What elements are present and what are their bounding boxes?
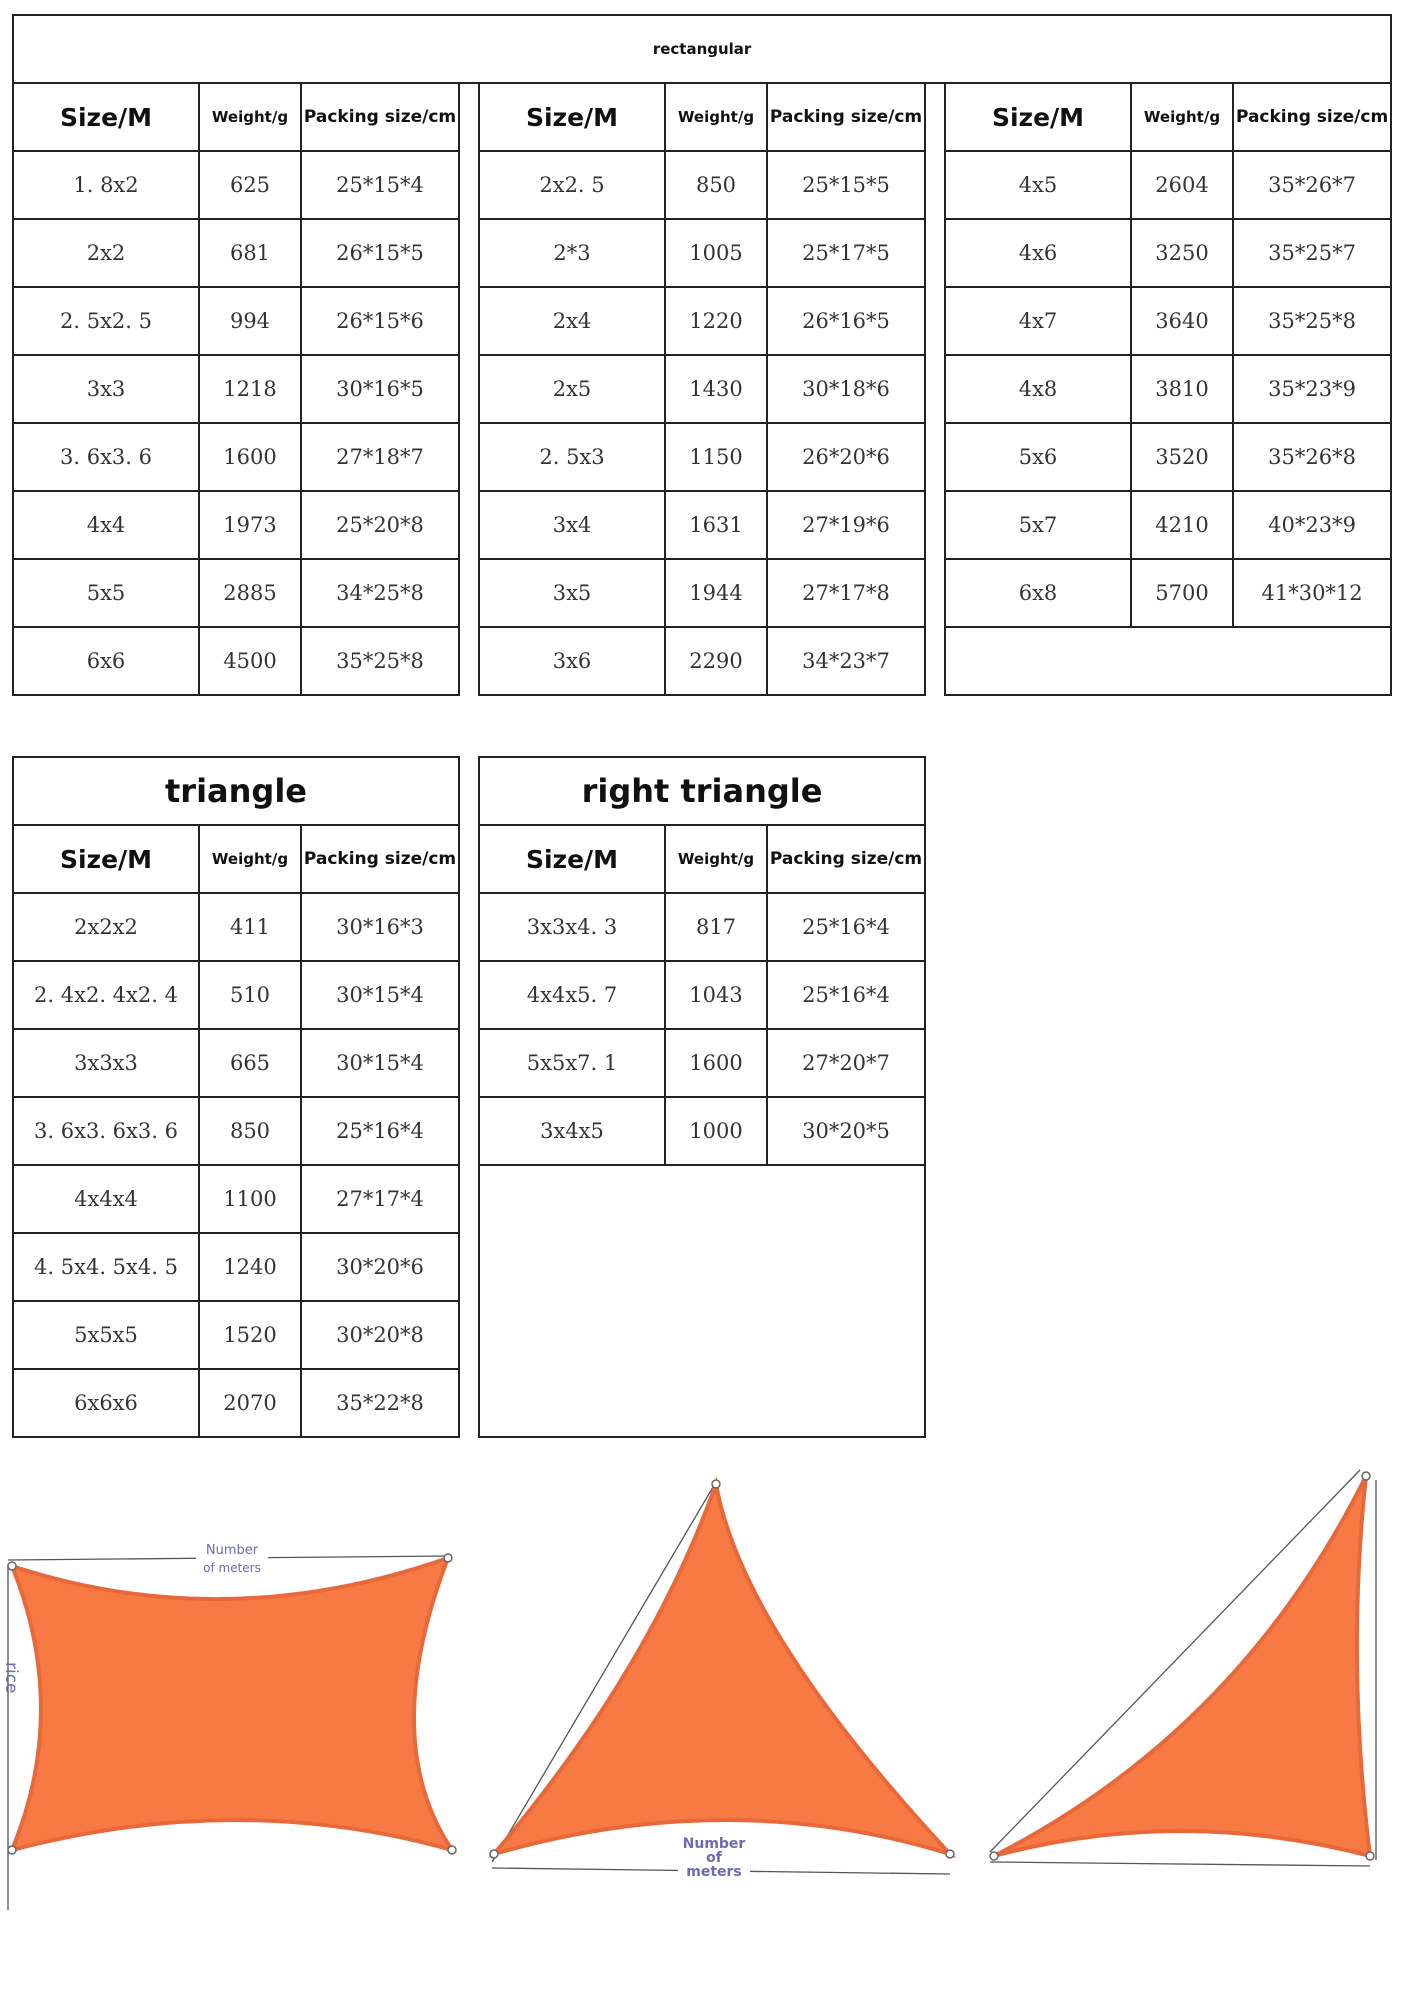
- triangle-cell-packing: 30*15*4: [301, 961, 459, 1029]
- column-gap: [459, 757, 479, 1437]
- column-header-size: Size/M: [13, 83, 199, 151]
- cell-packing: 27*17*8: [767, 559, 925, 627]
- cell-size: 5x7: [945, 491, 1131, 559]
- cell-packing: 35*23*9: [1233, 355, 1391, 423]
- cell-weight: 3520: [1131, 423, 1233, 491]
- cell-size: 2x2. 5: [479, 151, 665, 219]
- cell-weight: 1220: [665, 287, 767, 355]
- triangle-sail-image: [490, 1480, 954, 1890]
- cell-packing: 27*18*7: [301, 423, 459, 491]
- triangle-cell-weight: 411: [199, 893, 301, 961]
- table-row: [13, 287, 1391, 355]
- column-gap: [925, 83, 945, 695]
- triangle-cell-packing: 30*20*6: [301, 1233, 459, 1301]
- right-triangle-cell-packing: 25*16*4: [767, 961, 925, 1029]
- cell-packing: 30*16*5: [301, 355, 459, 423]
- tri-bottom-label-line2: of: [706, 1850, 722, 1866]
- rect-side-label: rice: [1, 1662, 21, 1694]
- table-title: rectangular: [13, 15, 1391, 83]
- cell-weight: 2290: [665, 627, 767, 695]
- cell-size: 3x6: [479, 627, 665, 695]
- triangle-cell-weight: 510: [199, 961, 301, 1029]
- cell-packing: 34*25*8: [301, 559, 459, 627]
- triangle-cell-packing: 30*16*3: [301, 893, 459, 961]
- cell-size: 4x6: [945, 219, 1131, 287]
- triangle-cell-packing: 27*17*4: [301, 1165, 459, 1233]
- cell-weight: 1944: [665, 559, 767, 627]
- cell-packing: 27*19*6: [767, 491, 925, 559]
- column-gap: [459, 83, 479, 695]
- triangle-cell-size: 5x5x5: [13, 1301, 199, 1369]
- table-row: [13, 219, 1391, 287]
- cell-packing: 35*25*8: [301, 627, 459, 695]
- triangle-cell-weight: 665: [199, 1029, 301, 1097]
- right-triangle-cell-weight: 1043: [665, 961, 767, 1029]
- cell-weight: 2604: [1131, 151, 1233, 219]
- triangle-cell-weight: 2070: [199, 1369, 301, 1437]
- rectangular-table: [12, 14, 1392, 696]
- triangle-cell-size: 3x3x3: [13, 1029, 199, 1097]
- cell-size: 2x5: [479, 355, 665, 423]
- table-row: [13, 423, 1391, 491]
- cell-size: 3x4: [479, 491, 665, 559]
- column-header-weight: Weight/g: [1131, 83, 1233, 151]
- cell-weight: 4210: [1131, 491, 1233, 559]
- cell-weight: 1430: [665, 355, 767, 423]
- right-triangle-cell-size: 5x5x7. 1: [479, 1029, 665, 1097]
- triangle-cell-packing: 30*15*4: [301, 1029, 459, 1097]
- cell-weight: 2885: [199, 559, 301, 627]
- cell-packing: 41*30*12: [1233, 559, 1391, 627]
- cell-size: 4x5: [945, 151, 1131, 219]
- cell-packing: 34*23*7: [767, 627, 925, 695]
- tri-bottom-label-line3: meters: [686, 1864, 742, 1880]
- column-header-packing: Packing size/cm: [767, 825, 925, 893]
- rectangular-sail-image: [1, 1540, 456, 1910]
- triangle-cell-packing: 25*16*4: [301, 1097, 459, 1165]
- right-triangle-cell-packing: 30*20*5: [767, 1097, 925, 1165]
- cell-size: 4x7: [945, 287, 1131, 355]
- cell-weight: 1631: [665, 491, 767, 559]
- cell-packing: 25*15*5: [767, 151, 925, 219]
- triangle-tables: [12, 756, 926, 1438]
- triangle-cell-size: 4. 5x4. 5x4. 5: [13, 1233, 199, 1301]
- triangle-cell-weight: 1520: [199, 1301, 301, 1369]
- triangle-cell-weight: 850: [199, 1097, 301, 1165]
- right-triangle-cell-size: 4x4x5. 7: [479, 961, 665, 1029]
- cell-weight: 1973: [199, 491, 301, 559]
- triangle-cell-size: 4x4x4: [13, 1165, 199, 1233]
- column-header-size: Size/M: [13, 825, 199, 893]
- cell-size: 6x8: [945, 559, 1131, 627]
- table-row: [13, 559, 1391, 627]
- cell-packing: 26*16*5: [767, 287, 925, 355]
- table-row: [13, 491, 1391, 559]
- cell-packing: 35*26*8: [1233, 423, 1391, 491]
- cell-packing: 40*23*9: [1233, 491, 1391, 559]
- rect-top-label-line1: Number: [205, 1543, 259, 1558]
- cell-size: 2x4: [479, 287, 665, 355]
- triangle-cell-packing: 35*22*8: [301, 1369, 459, 1437]
- column-header-size: Size/M: [945, 83, 1131, 151]
- cell-weight: 1218: [199, 355, 301, 423]
- cell-weight: 1005: [665, 219, 767, 287]
- cell-size: 3x5: [479, 559, 665, 627]
- column-header-weight: Weight/g: [199, 825, 301, 893]
- cell-size: 2. 5x3: [479, 423, 665, 491]
- right-triangle-cell-weight: 1000: [665, 1097, 767, 1165]
- cell-weight: 625: [199, 151, 301, 219]
- tri-bottom-label-line1: Number: [682, 1836, 746, 1852]
- cell-weight: 3250: [1131, 219, 1233, 287]
- column-header-packing: Packing size/cm: [301, 83, 459, 151]
- cell-packing: 35*25*7: [1233, 219, 1391, 287]
- triangle-cell-size: 2. 4x2. 4x2. 4: [13, 961, 199, 1029]
- cell-packing: 25*20*8: [301, 491, 459, 559]
- cell-packing: 26*15*6: [301, 287, 459, 355]
- column-header-weight: Weight/g: [665, 83, 767, 151]
- triangle-cell-size: 2x2x2: [13, 893, 199, 961]
- cell-size: 2x2: [13, 219, 199, 287]
- cell-packing: 26*15*5: [301, 219, 459, 287]
- cell-weight: 1600: [199, 423, 301, 491]
- cell-weight: 1150: [665, 423, 767, 491]
- right-triangle-title: right triangle: [479, 757, 925, 825]
- cell-size: 2. 5x2. 5: [13, 287, 199, 355]
- empty-cell: [945, 627, 1391, 695]
- right-triangle-sail-image: [990, 1470, 1376, 1866]
- rect-top-label-line2: of meters: [203, 1561, 261, 1575]
- cell-size: 5x5: [13, 559, 199, 627]
- cell-size: 3x3: [13, 355, 199, 423]
- cell-size: 3. 6x3. 6: [13, 423, 199, 491]
- empty-cell: [479, 1165, 925, 1437]
- cell-weight: 681: [199, 219, 301, 287]
- cell-weight: 994: [199, 287, 301, 355]
- cell-size: 1. 8x2: [13, 151, 199, 219]
- cell-weight: 5700: [1131, 559, 1233, 627]
- column-header-packing: Packing size/cm: [767, 83, 925, 151]
- triangle-cell-size: 3. 6x3. 6x3. 6: [13, 1097, 199, 1165]
- table-row: [13, 627, 1391, 695]
- cell-weight: 4500: [199, 627, 301, 695]
- right-triangle-cell-weight: 1600: [665, 1029, 767, 1097]
- column-header-packing: Packing size/cm: [301, 825, 459, 893]
- column-header-packing: Packing size/cm: [1233, 83, 1391, 151]
- cell-weight: 850: [665, 151, 767, 219]
- cell-packing: 35*25*8: [1233, 287, 1391, 355]
- cell-packing: 25*17*5: [767, 219, 925, 287]
- column-header-weight: Weight/g: [199, 83, 301, 151]
- cell-weight: 3640: [1131, 287, 1233, 355]
- cell-weight: 3810: [1131, 355, 1233, 423]
- cell-packing: 35*26*7: [1233, 151, 1391, 219]
- cell-packing: 26*20*6: [767, 423, 925, 491]
- triangle-cell-weight: 1240: [199, 1233, 301, 1301]
- right-triangle-cell-packing: 25*16*4: [767, 893, 925, 961]
- column-header-size: Size/M: [479, 825, 665, 893]
- table-row: [13, 151, 1391, 219]
- column-header-weight: Weight/g: [665, 825, 767, 893]
- cell-packing: 25*15*4: [301, 151, 459, 219]
- cell-packing: 30*18*6: [767, 355, 925, 423]
- cell-size: 4x8: [945, 355, 1131, 423]
- triangle-cell-packing: 30*20*8: [301, 1301, 459, 1369]
- triangle-title: triangle: [13, 757, 459, 825]
- cell-size: 2*3: [479, 219, 665, 287]
- shade-sail-illustrations: [0, 1440, 1404, 1910]
- right-triangle-cell-size: 3x3x4. 3: [479, 893, 665, 961]
- cell-size: 6x6: [13, 627, 199, 695]
- right-triangle-cell-weight: 817: [665, 893, 767, 961]
- right-triangle-cell-size: 3x4x5: [479, 1097, 665, 1165]
- table-row: [13, 355, 1391, 423]
- cell-size: 4x4: [13, 491, 199, 559]
- column-header-size: Size/M: [479, 83, 665, 151]
- triangle-cell-weight: 1100: [199, 1165, 301, 1233]
- right-triangle-cell-packing: 27*20*7: [767, 1029, 925, 1097]
- cell-size: 5x6: [945, 423, 1131, 491]
- triangle-cell-size: 6x6x6: [13, 1369, 199, 1437]
